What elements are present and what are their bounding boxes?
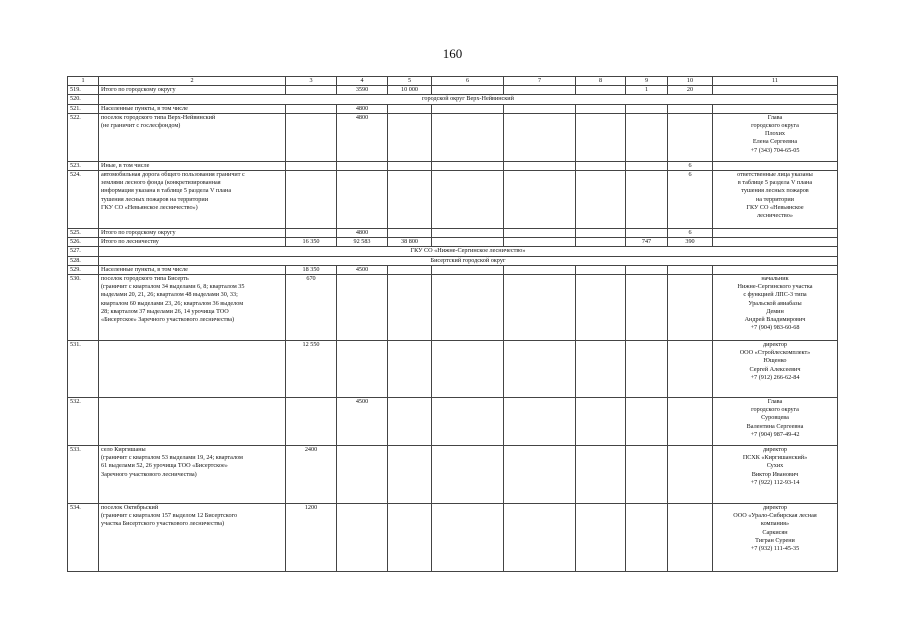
table-row	[68, 238, 838, 247]
row-name: поселок Октябрьский (граничит с кварталом 157 выделом 12 Бисертского участка Бисертского участкового лесничества)	[99, 504, 286, 572]
row-number: 519.	[68, 86, 99, 95]
cell	[286, 171, 337, 229]
cell	[668, 104, 713, 113]
cell: 12 550	[286, 341, 337, 398]
cell	[668, 113, 713, 161]
cell	[668, 341, 713, 398]
section-title: ГКУ СО «Нижне-Сергинское лесничество»	[99, 247, 838, 256]
table-row	[68, 504, 838, 572]
row-number: 534.	[68, 504, 99, 572]
row-number: 532.	[68, 398, 99, 446]
cell	[388, 275, 432, 341]
cell	[626, 398, 668, 446]
cell	[337, 275, 388, 341]
row-number: 526.	[68, 238, 99, 247]
row-number: 520.	[68, 95, 99, 104]
cell	[388, 113, 432, 161]
table-row	[68, 113, 838, 161]
column-header: 4	[337, 77, 388, 86]
column-header: 1	[68, 77, 99, 86]
row-number: 531.	[68, 341, 99, 398]
row-name: Итого по городскому округу	[99, 229, 286, 238]
responsible-person: директор ООО «Урало-Сибирская лесная компания» Саркисян Тигран Сурени +7 (932) 111-45-35	[713, 504, 838, 572]
forest-fire-plan-table	[67, 76, 838, 572]
cell	[388, 398, 432, 446]
cell	[337, 504, 388, 572]
responsible-person	[713, 238, 838, 247]
cell	[626, 341, 668, 398]
cell	[286, 229, 337, 238]
cell	[626, 446, 668, 504]
cell	[668, 275, 713, 341]
cell: 1	[626, 86, 668, 95]
cell	[286, 113, 337, 161]
cell: 6	[668, 161, 713, 170]
cell	[337, 446, 388, 504]
cell: 6	[668, 229, 713, 238]
responsible-person: начальник Нижне-Сергинского участка с функцией ЛПС-3 типа Уральской авиабазы Демин Андрей Владимирович +7 (904) 983-60-68	[713, 275, 838, 341]
row-number: 524.	[68, 171, 99, 229]
column-header: 8	[576, 77, 626, 86]
table-row	[68, 86, 838, 95]
cell: 747	[626, 238, 668, 247]
cell: 4800	[337, 113, 388, 161]
column-header: 2	[99, 77, 286, 86]
cell	[388, 171, 432, 229]
table-row	[68, 275, 838, 341]
responsible-person: Глава городского округа Суровцева Валентина Сергеевна +7 (904) 987-49-42	[713, 398, 838, 446]
responsible-person: ответственные лица указаны в таблице 5 раздела V плана тушения лесных пожаров на территории ГКУ СО «Невьянское лесничество»	[713, 171, 838, 229]
row-number: 528.	[68, 256, 99, 265]
cell	[626, 229, 668, 238]
cell	[388, 104, 432, 113]
table-row	[68, 446, 838, 504]
cell	[286, 86, 337, 95]
cell	[388, 341, 432, 398]
row-number: 521.	[68, 104, 99, 113]
cell: 1200	[286, 504, 337, 572]
row-name: Населенные пункты, в том числе	[99, 104, 286, 113]
cell: 10 000	[388, 86, 432, 95]
cell	[337, 341, 388, 398]
section-title: Бисертский городской округ	[99, 256, 838, 265]
row-name: Итого по городскому округу	[99, 86, 286, 95]
cell	[388, 161, 432, 170]
row-name: поселок городского типа Бисерть (граничит с кварталом 34 выделами 6, 8; кварталом 35 выделами 20, 21, 26; кварталом 48 выделами 30, 33; кварталом 60 выделами 23, 26; кварталом 36 выделом 28; кварталом 37 выделами 26, 14 урочища ТОО «Бисертское» Заречного участкового лесничества)	[99, 275, 286, 341]
cell: 4500	[337, 265, 388, 274]
cell	[626, 275, 668, 341]
cell	[668, 446, 713, 504]
table-row	[68, 265, 838, 274]
cell	[286, 398, 337, 446]
cell	[286, 104, 337, 113]
cell: 4500	[337, 398, 388, 446]
responsible-person	[713, 229, 838, 238]
cell	[337, 161, 388, 170]
row-number: 525.	[68, 229, 99, 238]
row-number: 527.	[68, 247, 99, 256]
column-number-row	[68, 77, 838, 86]
row-name	[99, 398, 286, 446]
responsible-person: Глава городского округа Плохих Елена Сергеевна +7 (343) 704-65-05	[713, 113, 838, 161]
cell	[626, 265, 668, 274]
cell	[626, 504, 668, 572]
table-row	[68, 229, 838, 238]
cell: 92 583	[337, 238, 388, 247]
cell: 3590	[337, 86, 388, 95]
column-header: 3	[286, 77, 337, 86]
cell	[626, 171, 668, 229]
cell	[388, 229, 432, 238]
table-row	[68, 161, 838, 170]
table-row	[68, 104, 838, 113]
cell: 390	[668, 238, 713, 247]
cell: 4800	[337, 104, 388, 113]
cell	[668, 265, 713, 274]
column-header: 9	[626, 77, 668, 86]
cell	[388, 265, 432, 274]
column-header: 10	[668, 77, 713, 86]
responsible-person	[713, 265, 838, 274]
column-header: 5	[388, 77, 432, 86]
row-name: поселок городского типа Верх-Нейвинский (не граничит с гослесфондом)	[99, 113, 286, 161]
cell: 20	[668, 86, 713, 95]
row-number: 530.	[68, 275, 99, 341]
cell: 4800	[337, 229, 388, 238]
cell	[286, 161, 337, 170]
section-row	[68, 247, 838, 256]
cell: 6	[668, 171, 713, 229]
row-name: Иные, в том числе	[99, 161, 286, 170]
section-title: городской округ Верх-Нейвинский	[99, 95, 838, 104]
table-row	[68, 171, 838, 229]
cell	[626, 161, 668, 170]
column-header: 6	[432, 77, 504, 86]
cell	[626, 113, 668, 161]
row-name: Населенные пункты, в том числе	[99, 265, 286, 274]
column-header: 7	[504, 77, 576, 86]
cell	[388, 504, 432, 572]
table-row	[68, 341, 838, 398]
responsible-person	[713, 86, 838, 95]
responsible-person	[713, 104, 838, 113]
row-name	[99, 341, 286, 398]
cell	[668, 398, 713, 446]
cell: 18 350	[286, 265, 337, 274]
row-number: 523.	[68, 161, 99, 170]
cell: 16 350	[286, 238, 337, 247]
cell	[337, 171, 388, 229]
row-number: 529.	[68, 265, 99, 274]
cell	[388, 446, 432, 504]
section-row	[68, 256, 838, 265]
cell: 670	[286, 275, 337, 341]
cell	[626, 104, 668, 113]
responsible-person: директор ПСХК «Киргишанский» Сухих Виктор Иванович +7 (922) 112-93-14	[713, 446, 838, 504]
responsible-person: директор ООО «Стройлескомплект» Ющенко Сергей Алексеевич +7 (912) 266-62-84	[713, 341, 838, 398]
row-name: село Киргишаны (граничит с кварталом 53 выделами 19, 24; кварталом 61 выделами 52, 26 урочища ТОО «Бисертское» Заречного участкового лесничества)	[99, 446, 286, 504]
row-number: 533.	[68, 446, 99, 504]
cell: 2400	[286, 446, 337, 504]
cell	[668, 504, 713, 572]
section-row	[68, 95, 838, 104]
page-number: 160	[442, 46, 463, 61]
cell: 38 800	[388, 238, 432, 247]
row-name: Итого по лесничеству	[99, 238, 286, 247]
column-header: 11	[713, 77, 838, 86]
row-number: 522.	[68, 113, 99, 161]
row-name: автомобильная дорога общего пользования граничит с землями лесного фонда (конкретизированная информация указана в таблице 5 раздела V плана тушения лесных пожаров на территории ГКУ СО «Невьянское лесничество»)	[99, 171, 286, 229]
responsible-person	[713, 161, 838, 170]
table-row	[68, 398, 838, 446]
